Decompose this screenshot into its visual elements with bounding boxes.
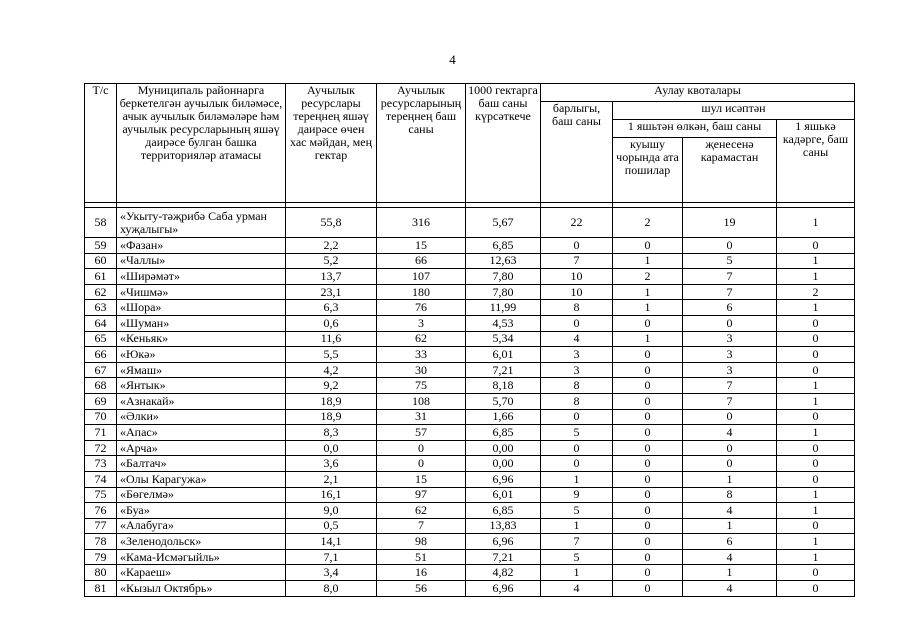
row-quota-no-gender: 5 xyxy=(683,253,777,269)
row-quota-total: 8 xyxy=(541,300,613,316)
row-density: 5,67 xyxy=(466,208,541,238)
row-quota-horned: 0 xyxy=(613,518,683,534)
table-row xyxy=(85,284,855,300)
row-area: 11,6 xyxy=(286,331,377,347)
row-area: 9,0 xyxy=(286,503,377,519)
row-density: 7,80 xyxy=(466,284,541,300)
row-area: 8,0 xyxy=(286,581,377,597)
row-quota-horned: 1 xyxy=(613,331,683,347)
row-quota-no-gender: 4 xyxy=(683,503,777,519)
row-area: 16,1 xyxy=(286,487,377,503)
row-name: «Укыту-тәҗрибә Саба урман хуҗалыгы» xyxy=(117,208,286,238)
table-row xyxy=(85,503,855,519)
row-name: «Олы Карагужа» xyxy=(117,471,286,487)
row-quota-horned: 0 xyxy=(613,503,683,519)
row-number: 71 xyxy=(85,425,117,441)
row-quota-total: 8 xyxy=(541,378,613,394)
header-quota-total: барлыгы, баш саны xyxy=(541,102,613,203)
row-count: 75 xyxy=(377,378,466,394)
row-count: 15 xyxy=(377,238,466,254)
row-quota-young: 2 xyxy=(777,284,855,300)
row-quota-no-gender: 0 xyxy=(683,456,777,472)
row-quota-horned: 0 xyxy=(613,362,683,378)
row-quota-young: 0 xyxy=(777,565,855,581)
row-quota-horned: 0 xyxy=(613,581,683,597)
row-quota-total: 1 xyxy=(541,471,613,487)
page-number: 4 xyxy=(449,52,456,67)
header-quota-young: 1 яшькә кадәрге, баш саны xyxy=(777,120,855,203)
row-quota-no-gender: 6 xyxy=(683,300,777,316)
row-number: 81 xyxy=(85,581,117,597)
row-count: 7 xyxy=(377,518,466,534)
table-row xyxy=(85,534,855,550)
row-area: 5,5 xyxy=(286,347,377,363)
row-quota-young: 0 xyxy=(777,518,855,534)
row-area: 18,9 xyxy=(286,393,377,409)
row-area: 13,7 xyxy=(286,269,377,285)
table-row xyxy=(85,300,855,316)
row-count: 15 xyxy=(377,471,466,487)
row-quota-no-gender: 0 xyxy=(683,440,777,456)
row-name: «Зеленодольск» xyxy=(117,534,286,550)
row-quota-horned: 1 xyxy=(613,284,683,300)
row-area: 55,8 xyxy=(286,208,377,238)
row-number: 75 xyxy=(85,487,117,503)
row-name: «Кызыл Октябрь» xyxy=(117,581,286,597)
row-density: 6,96 xyxy=(466,534,541,550)
row-density: 7,80 xyxy=(466,269,541,285)
row-number: 80 xyxy=(85,565,117,581)
table-row xyxy=(85,425,855,441)
row-quota-total: 3 xyxy=(541,347,613,363)
row-quota-no-gender: 4 xyxy=(683,549,777,565)
row-count: 108 xyxy=(377,393,466,409)
row-density: 7,21 xyxy=(466,362,541,378)
row-count: 76 xyxy=(377,300,466,316)
row-area: 0,0 xyxy=(286,440,377,456)
row-count: 107 xyxy=(377,269,466,285)
row-quota-total: 7 xyxy=(541,534,613,550)
row-quota-horned: 0 xyxy=(613,315,683,331)
row-quota-total: 4 xyxy=(541,331,613,347)
row-name: «Ширәмәт» xyxy=(117,269,286,285)
row-density: 0,00 xyxy=(466,456,541,472)
row-density: 12,63 xyxy=(466,253,541,269)
row-quota-no-gender: 3 xyxy=(683,362,777,378)
row-count: 316 xyxy=(377,208,466,238)
row-quota-young: 0 xyxy=(777,347,855,363)
table-row xyxy=(85,269,855,285)
row-quota-horned: 0 xyxy=(613,487,683,503)
table-header xyxy=(85,84,855,208)
row-density: 6,01 xyxy=(466,347,541,363)
row-density: 4,82 xyxy=(466,565,541,581)
row-quota-horned: 0 xyxy=(613,425,683,441)
row-name: «Янтык» xyxy=(117,378,286,394)
table-row xyxy=(85,253,855,269)
table-row xyxy=(85,549,855,565)
row-density: 1,66 xyxy=(466,409,541,425)
row-quota-total: 9 xyxy=(541,487,613,503)
row-quota-no-gender: 7 xyxy=(683,378,777,394)
row-quota-young: 1 xyxy=(777,300,855,316)
row-density: 6,01 xyxy=(466,487,541,503)
row-quota-horned: 0 xyxy=(613,238,683,254)
row-quota-horned: 2 xyxy=(613,269,683,285)
table-body xyxy=(85,208,855,597)
row-number: 74 xyxy=(85,471,117,487)
table-row xyxy=(85,471,855,487)
row-quota-horned: 0 xyxy=(613,534,683,550)
row-density: 8,18 xyxy=(466,378,541,394)
row-quota-horned: 0 xyxy=(613,440,683,456)
header-quota-group: Аулау квоталары xyxy=(541,84,855,102)
row-number: 59 xyxy=(85,238,117,254)
row-area: 3,4 xyxy=(286,565,377,581)
row-quota-no-gender: 7 xyxy=(683,269,777,285)
header-quota-horned: куышу чорында ата пошилар xyxy=(613,138,683,203)
row-quota-total: 5 xyxy=(541,425,613,441)
row-count: 30 xyxy=(377,362,466,378)
table-row xyxy=(85,315,855,331)
header-quota-including: шул исәптән xyxy=(613,102,855,120)
row-quota-young: 1 xyxy=(777,487,855,503)
row-quota-no-gender: 4 xyxy=(683,581,777,597)
row-quota-total: 5 xyxy=(541,503,613,519)
row-name: «Әлки» xyxy=(117,409,286,425)
row-count: 62 xyxy=(377,331,466,347)
row-number: 66 xyxy=(85,347,117,363)
row-density: 5,34 xyxy=(466,331,541,347)
row-name: «Балтач» xyxy=(117,456,286,472)
row-name: «Арча» xyxy=(117,440,286,456)
table-row xyxy=(85,440,855,456)
row-number: 77 xyxy=(85,518,117,534)
row-count: 66 xyxy=(377,253,466,269)
row-quota-young: 1 xyxy=(777,208,855,238)
row-quota-total: 0 xyxy=(541,456,613,472)
row-density: 13,83 xyxy=(466,518,541,534)
row-density: 11,99 xyxy=(466,300,541,316)
row-area: 5,2 xyxy=(286,253,377,269)
row-area: 6,3 xyxy=(286,300,377,316)
row-name: «Шора» xyxy=(117,300,286,316)
row-name: «Ямаш» xyxy=(117,362,286,378)
row-name: «Бөгелмә» xyxy=(117,487,286,503)
row-count: 97 xyxy=(377,487,466,503)
row-quota-no-gender: 6 xyxy=(683,534,777,550)
row-name: «Буа» xyxy=(117,503,286,519)
row-density: 6,85 xyxy=(466,425,541,441)
row-quota-total: 7 xyxy=(541,253,613,269)
row-quota-total: 1 xyxy=(541,565,613,581)
row-quota-no-gender: 1 xyxy=(683,518,777,534)
row-quota-total: 0 xyxy=(541,440,613,456)
row-number: 60 xyxy=(85,253,117,269)
row-quota-total: 5 xyxy=(541,549,613,565)
table-row xyxy=(85,331,855,347)
row-area: 0,5 xyxy=(286,518,377,534)
row-area: 0,6 xyxy=(286,315,377,331)
row-quota-total: 3 xyxy=(541,362,613,378)
row-quota-no-gender: 0 xyxy=(683,409,777,425)
row-name: «Чишмә» xyxy=(117,284,286,300)
row-density: 6,85 xyxy=(466,238,541,254)
header-count: Аучылык ресурсларының тереңнең баш саны xyxy=(377,84,466,203)
row-quota-young: 0 xyxy=(777,362,855,378)
row-quota-young: 0 xyxy=(777,456,855,472)
row-quota-no-gender: 1 xyxy=(683,471,777,487)
row-count: 180 xyxy=(377,284,466,300)
row-quota-total: 22 xyxy=(541,208,613,238)
table-row xyxy=(85,208,855,238)
row-quota-no-gender: 0 xyxy=(683,238,777,254)
row-quota-young: 0 xyxy=(777,471,855,487)
table-row xyxy=(85,409,855,425)
row-number: 73 xyxy=(85,456,117,472)
row-quota-total: 10 xyxy=(541,269,613,285)
row-name: «Чаллы» xyxy=(117,253,286,269)
row-name: «Шуман» xyxy=(117,315,286,331)
row-count: 31 xyxy=(377,409,466,425)
header-quota-no-gender: җенесенә карамастан xyxy=(683,138,777,203)
row-quota-horned: 0 xyxy=(613,456,683,472)
row-count: 98 xyxy=(377,534,466,550)
table-row xyxy=(85,487,855,503)
row-density: 5,70 xyxy=(466,393,541,409)
row-name: «Апас» xyxy=(117,425,286,441)
row-quota-young: 0 xyxy=(777,440,855,456)
row-quota-no-gender: 8 xyxy=(683,487,777,503)
row-quota-young: 1 xyxy=(777,549,855,565)
row-number: 68 xyxy=(85,378,117,394)
row-quota-total: 1 xyxy=(541,518,613,534)
row-number: 67 xyxy=(85,362,117,378)
row-quota-horned: 0 xyxy=(613,471,683,487)
quota-table xyxy=(84,83,855,597)
row-quota-young: 1 xyxy=(777,425,855,441)
row-quota-no-gender: 19 xyxy=(683,208,777,238)
row-name: «Азнакай» xyxy=(117,393,286,409)
row-quota-young: 1 xyxy=(777,269,855,285)
row-quota-horned: 2 xyxy=(613,208,683,238)
row-count: 3 xyxy=(377,315,466,331)
row-area: 8,3 xyxy=(286,425,377,441)
row-count: 56 xyxy=(377,581,466,597)
row-number: 61 xyxy=(85,269,117,285)
table-row xyxy=(85,518,855,534)
table-row xyxy=(85,378,855,394)
row-count: 16 xyxy=(377,565,466,581)
row-quota-horned: 1 xyxy=(613,253,683,269)
row-name: «Караеш» xyxy=(117,565,286,581)
row-number: 64 xyxy=(85,315,117,331)
row-quota-horned: 0 xyxy=(613,409,683,425)
row-name: «Фазан» xyxy=(117,238,286,254)
row-quota-no-gender: 4 xyxy=(683,425,777,441)
row-quota-young: 0 xyxy=(777,331,855,347)
row-name: «Юкә» xyxy=(117,347,286,363)
row-density: 4,53 xyxy=(466,315,541,331)
table-row xyxy=(85,393,855,409)
row-quota-young: 1 xyxy=(777,253,855,269)
row-number: 70 xyxy=(85,409,117,425)
table-row xyxy=(85,347,855,363)
row-area: 3,6 xyxy=(286,456,377,472)
row-quota-horned: 0 xyxy=(613,549,683,565)
row-area: 7,1 xyxy=(286,549,377,565)
row-number: 78 xyxy=(85,534,117,550)
row-density: 7,21 xyxy=(466,549,541,565)
row-quota-no-gender: 1 xyxy=(683,565,777,581)
row-quota-no-gender: 7 xyxy=(683,284,777,300)
row-quota-horned: 0 xyxy=(613,347,683,363)
header-area: Аучылык ресурслары тереңнең яшәү даирәсе өчен хас мәйдан, мең гектар xyxy=(286,84,377,203)
table-row xyxy=(85,238,855,254)
row-quota-horned: 0 xyxy=(613,378,683,394)
row-area: 23,1 xyxy=(286,284,377,300)
row-number: 69 xyxy=(85,393,117,409)
row-quota-young: 1 xyxy=(777,378,855,394)
row-quota-total: 0 xyxy=(541,238,613,254)
row-quota-horned: 0 xyxy=(613,393,683,409)
row-quota-young: 0 xyxy=(777,409,855,425)
row-quota-total: 0 xyxy=(541,409,613,425)
table-row xyxy=(85,565,855,581)
row-count: 62 xyxy=(377,503,466,519)
table-row xyxy=(85,581,855,597)
row-quota-total: 10 xyxy=(541,284,613,300)
row-number: 62 xyxy=(85,284,117,300)
row-quota-young: 1 xyxy=(777,534,855,550)
row-number: 58 xyxy=(85,208,117,238)
row-number: 76 xyxy=(85,503,117,519)
row-area: 2,1 xyxy=(286,471,377,487)
row-quota-total: 4 xyxy=(541,581,613,597)
row-area: 9,2 xyxy=(286,378,377,394)
row-density: 6,85 xyxy=(466,503,541,519)
row-quota-young: 1 xyxy=(777,393,855,409)
row-quota-young: 0 xyxy=(777,581,855,597)
row-area: 18,9 xyxy=(286,409,377,425)
row-quota-horned: 1 xyxy=(613,300,683,316)
row-count: 51 xyxy=(377,549,466,565)
row-quota-no-gender: 0 xyxy=(683,315,777,331)
row-quota-no-gender: 3 xyxy=(683,331,777,347)
row-quota-young: 0 xyxy=(777,238,855,254)
table-row xyxy=(85,456,855,472)
row-number: 63 xyxy=(85,300,117,316)
row-number: 65 xyxy=(85,331,117,347)
row-name: «Алабуга» xyxy=(117,518,286,534)
row-quota-young: 0 xyxy=(777,315,855,331)
row-name: «Кама-Исмәгыйль» xyxy=(117,549,286,565)
row-area: 2,2 xyxy=(286,238,377,254)
table-row xyxy=(85,362,855,378)
header-name: Муниципаль районнарга беркетелгән аучылык биләмәсе, ачык аучылык биләмәләре һәм аучылык ресурсларының яшәү даирәсе булган башка территорияләр атамасы xyxy=(117,84,286,203)
row-count: 57 xyxy=(377,425,466,441)
row-number: 72 xyxy=(85,440,117,456)
header-density: 1000 гектарга баш саны күрсәткече xyxy=(466,84,541,203)
row-count: 33 xyxy=(377,347,466,363)
row-quota-young: 1 xyxy=(777,503,855,519)
row-quota-total: 0 xyxy=(541,315,613,331)
header-quota-older: 1 яшьтән өлкән, баш саны xyxy=(613,120,777,138)
row-density: 6,96 xyxy=(466,471,541,487)
row-count: 0 xyxy=(377,456,466,472)
row-quota-horned: 0 xyxy=(613,565,683,581)
row-quota-no-gender: 3 xyxy=(683,347,777,363)
row-density: 0,00 xyxy=(466,440,541,456)
row-quota-no-gender: 7 xyxy=(683,393,777,409)
row-area: 4,2 xyxy=(286,362,377,378)
row-density: 6,96 xyxy=(466,581,541,597)
header-num: Т/с xyxy=(85,84,117,203)
row-number: 79 xyxy=(85,549,117,565)
row-area: 14,1 xyxy=(286,534,377,550)
row-quota-total: 8 xyxy=(541,393,613,409)
row-name: «Кеньяк» xyxy=(117,331,286,347)
row-count: 0 xyxy=(377,440,466,456)
